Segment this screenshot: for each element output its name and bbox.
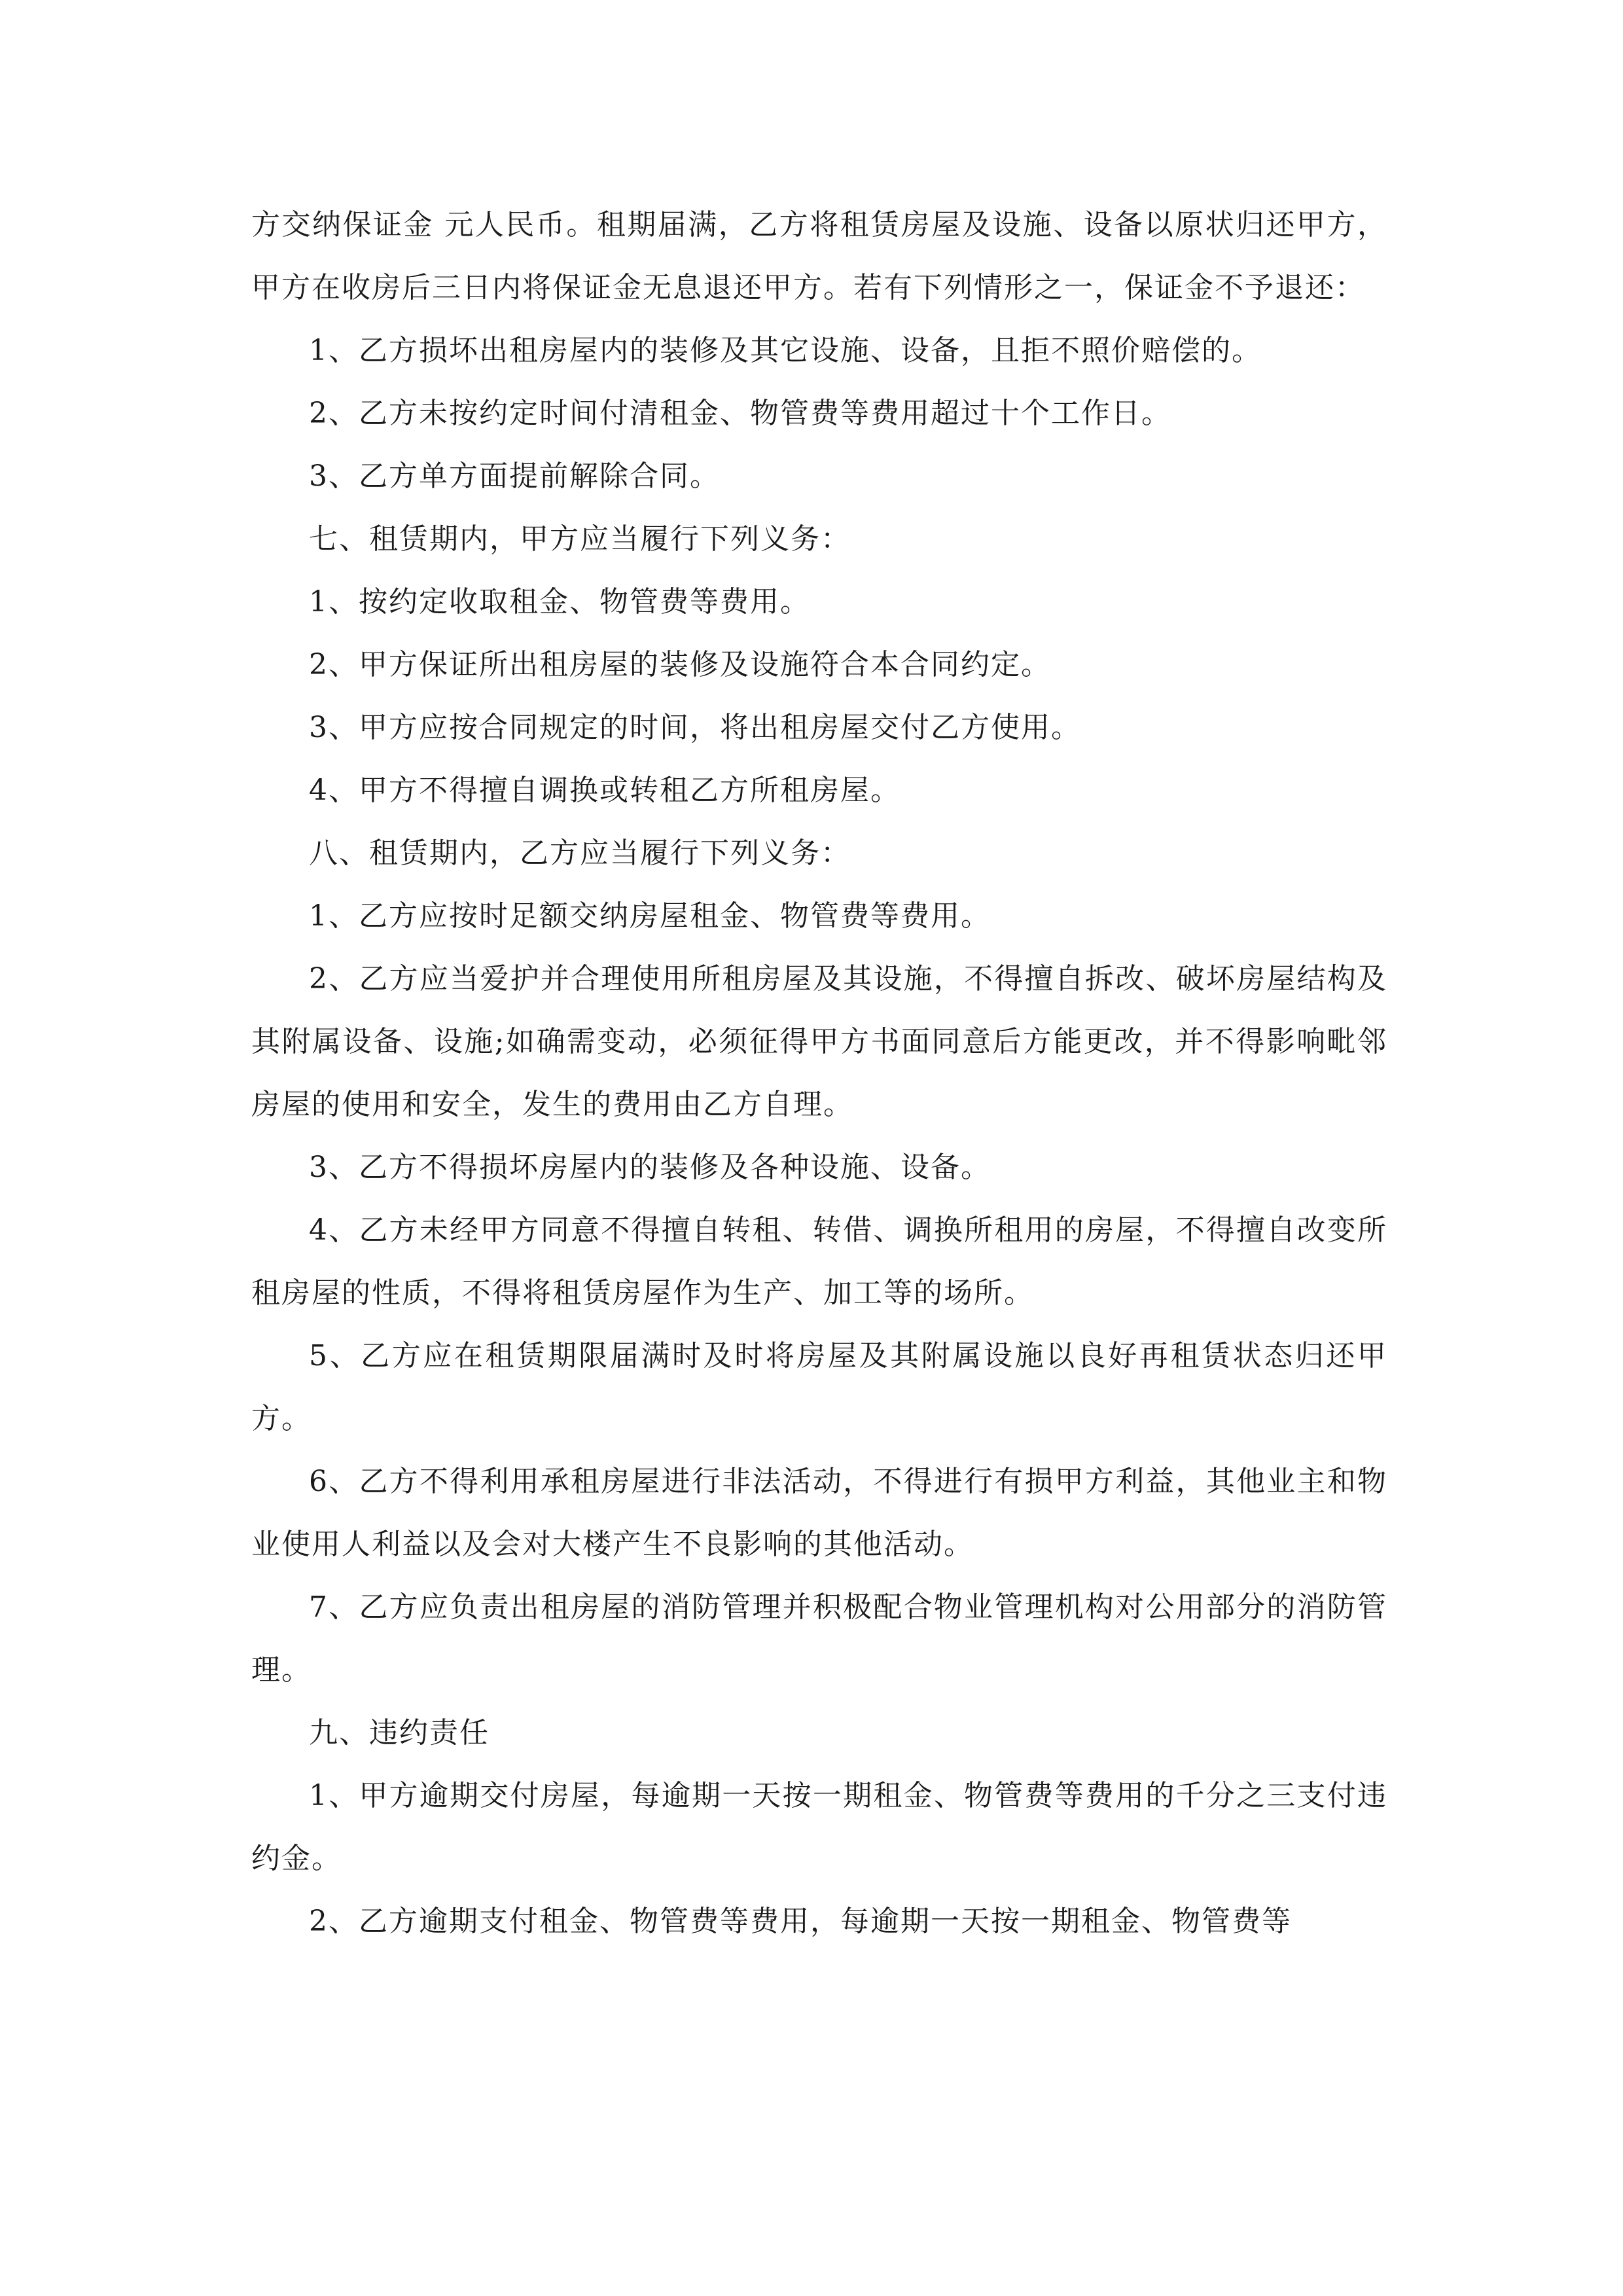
- paragraph-party-b-item-4: 4、乙方未经甲方同意不得擅自转租、转借、调换所租用的房屋，不得擅自改变所租房屋的性质，不得将租赁房屋作为生产、加工等的场所。: [251, 1213, 1387, 1310]
- section-heading-party-a-obligations: 七、租赁期内，甲方应当履行下列义务：: [309, 522, 851, 556]
- paragraph-party-b-item-6: 6、乙方不得利用承租房屋进行非法活动，不得进行有损甲方利益，其他业主和物业使用人利益以及会对大楼产生不良影响的其他活动。: [251, 1465, 1387, 1561]
- paragraph-party-a-item-1: 1、按约定收取租金、物管费等费用。: [309, 585, 810, 619]
- paragraph-party-b-item-5: 5、乙方应在租赁期限届满时及时将房屋及其附属设施以良好再租赁状态归还甲方。: [251, 1339, 1387, 1435]
- paragraph-deposit-item-2: 2、乙方未按约定时间付清租金、物管费等费用超过十个工作日。: [309, 397, 1171, 430]
- paragraph-deposit-item-1: 1、乙方损坏出租房屋内的装修及其它设施、设备，且拒不照价赔偿的。: [309, 334, 1262, 367]
- paragraph-party-b-item-1: 1、乙方应按时足额交纳房屋租金、物管费等费用。: [309, 899, 991, 933]
- paragraph-deposit-terms: 方交纳保证金 元人民币。租期届满，乙方将租赁房屋及设施、设备以原状归还甲方，甲方在收房后三日内将保证金无息退还甲方。若有下列情形之一，保证金不予退还：: [251, 208, 1387, 304]
- paragraph-party-b-item-7: 7、乙方应负责出租房屋的消防管理并积极配合物业管理机构对公用部分的消防管理。: [251, 1590, 1387, 1687]
- paragraph-party-b-item-2: 2、乙方应当爱护并合理使用所租房屋及其设施，不得擅自拆改、破坏房屋结构及其附属设备、设施;如确需变动，必须征得甲方书面同意后方能更改，并不得影响毗邻房屋的使用和安全，发生的费用由乙方自理。: [251, 962, 1387, 1121]
- paragraph-liability-item-2: 2、乙方逾期支付租金、物管费等费用，每逾期一天按一期租金、物管费等: [309, 1905, 1292, 1938]
- paragraph-party-a-item-3: 3、甲方应按合同规定的时间，将出租房屋交付乙方使用。: [309, 711, 1081, 744]
- paragraph-party-b-item-3: 3、乙方不得损坏房屋内的装修及各种设施、设备。: [309, 1151, 991, 1184]
- paragraph-liability-item-1: 1、甲方逾期交付房屋，每逾期一天按一期租金、物管费等费用的千分之三支付违约金。: [251, 1779, 1387, 1875]
- paragraph-party-a-item-4: 4、甲方不得擅自调换或转租乙方所租房屋。: [309, 774, 901, 807]
- paragraph-party-a-item-2: 2、甲方保证所出租房屋的装修及设施符合本合同约定。: [309, 648, 1051, 681]
- section-heading-liability: 九、违约责任: [309, 1716, 490, 1749]
- paragraph-deposit-item-3: 3、乙方单方面提前解除合同。: [309, 459, 720, 493]
- section-heading-party-b-obligations: 八、租赁期内，乙方应当履行下列义务：: [309, 836, 851, 870]
- document-body: [251, 194, 1387, 1953]
